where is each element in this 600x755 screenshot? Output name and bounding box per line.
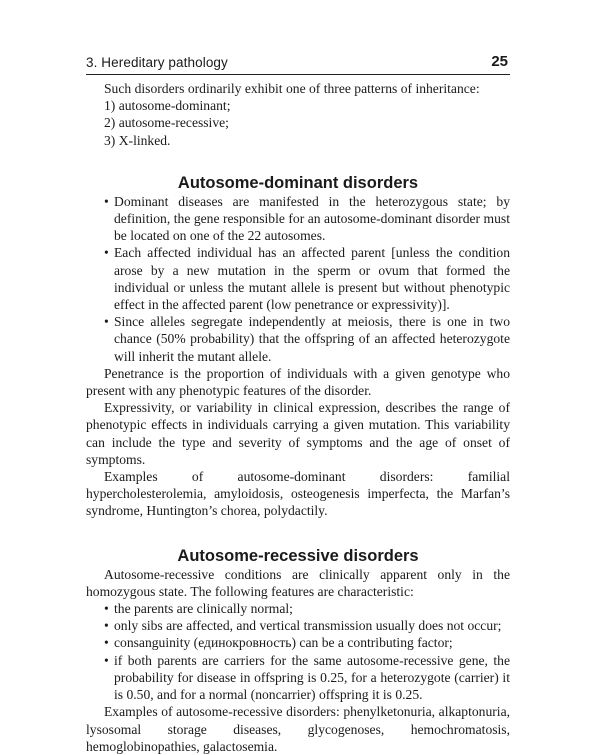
paragraph-penetrance: Penetrance is the proportion of individuals with a given genotype who present with any phenotypic features of the disorder. [86,365,510,399]
section-heading-recessive: Autosome-recessive disorders [177,546,419,565]
dominant-bullet-list [86,193,510,365]
page-number: 25 [491,53,508,70]
intro-lead: Such disorders ordinarily exhibit one of three patterns of inheritance: [104,81,480,96]
recessive-bullet-list [86,600,510,703]
pattern-item: 1) autosome-dominant; [104,98,231,114]
chapter-title: 3. Hereditary pathology [86,55,228,70]
bullet-item: • Since alleles segregate independently at meiosis, there is one in two chance (50% probability) that the offspring of an affected heterozygote will inherit the mutant allele. [86,313,510,365]
bullet-item: • consanguinity (единокровность) can be a contributing factor; [86,634,510,651]
section-heading-dominant: Autosome-dominant disorders [177,173,419,192]
page-body [86,80,510,755]
paragraph-expressivity: Expressivity, or variability in clinical expression, describes the range of phenotypic effects in individuals carrying a given mutation. This variability can include the type and severity of symptoms and the age of onset of symptoms. [86,400,510,467]
bullet-item: • only sibs are affected, and vertical transmission usually does not occur; [86,617,510,634]
pattern-item: 2) autosome-recessive; [104,115,229,131]
bullet-item: • Dominant diseases are manifested in the heterozygous state; by definition, the gene responsible for an autosome-dominant disorder must be located on one of the 22 autosomes. [86,193,510,245]
pattern-item: 3) X-linked. [104,132,171,148]
running-header [86,54,510,75]
paragraph-dominant-examples: Examples of autosome-dominant disorders: familial hypercholesterolemia, amyloidosis, osteogenesis imperfecta, the Marfan’s syndrome, Huntington’s chorea, polydactily. [86,469,510,519]
bullet-item: • if both parents are carriers for the same autosome-recessive gene, the probability for disease in offspring is 0.25, for a heterozygote (carrier) it is 0.50, and for a normal (noncarrier) offspring it is 0.25. [86,652,510,704]
paragraph-recessive-examples: Examples of autosome-recessive disorders: phenylketonuria, alkaptonuria, lysosomal storage diseases, glycogenoses, hemochromatosis, hemoglobinopathies, galactosemia. [86,704,510,754]
recessive-lead: Autosome-recessive conditions are clinically apparent only in the homozygous state. The following features are characteristic: [86,566,510,599]
bullet-item: • the parents are clinically normal; [86,600,510,617]
bullet-item: • Each affected individual has an affected parent [unless the condition arose by a new mutation in the sperm or ovum that formed the individual or unless the mutant allele is present but without phenotypic effect in the affected parent (low penetrance or expressivity)]. [86,244,510,313]
